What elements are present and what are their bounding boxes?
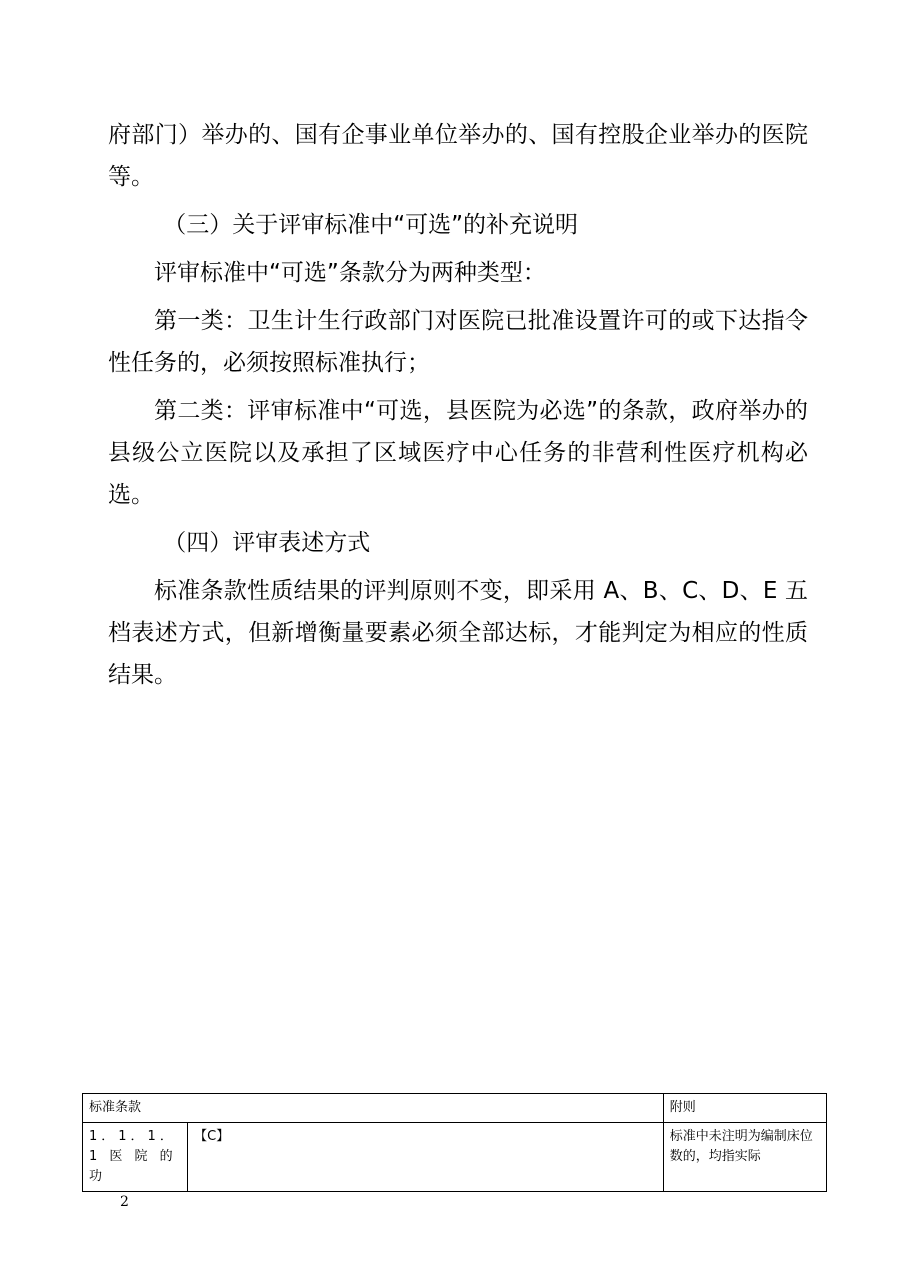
body-text [108,114,808,696]
paragraph-optional-types: 评审标准中“可选”条款分为两种类型： [154,260,546,286]
clause-note: 标准中未注明为编制床位数的，均指实际 [663,1123,826,1192]
page-number: 2 [120,1194,129,1210]
header-clause: 标准条款 [83,1094,664,1123]
table-row [83,1123,827,1192]
paragraph-type-two: 第二类：评审标准中“可选，县医院为必选”的条款，政府举办的县级公立医院以及承担了区域医疗中心任务的非营利性医疗机构必选。 [108,398,808,508]
clause-code: 1．1．1．1 医 院 的 功 [83,1123,188,1192]
header-appendix: 附则 [663,1094,826,1123]
paragraph-grading: 标准条款性质结果的评判原则不变，即采用 A、B、C、D、E 五档表述方式，但新增衡量要素必须全部达标，才能判定为相应的性质结果。 [108,578,808,688]
section-heading-3: （三）关于评审标准中“可选”的补充说明 [163,212,579,238]
clause-table [82,1093,827,1192]
section-heading-4: （四）评审表述方式 [163,530,371,556]
paragraph-type-one: 第一类：卫生计生行政部门对医院已批准设置许可的或下达指令性任务的，必须按照标准执行； [108,308,808,376]
table-header-row [83,1094,827,1123]
paragraph-continuation: 府部门）举办的、国有企事业单位举办的、国有控股企业举办的医院等。 [108,122,808,190]
clause-grade: 【C】 [188,1123,664,1192]
